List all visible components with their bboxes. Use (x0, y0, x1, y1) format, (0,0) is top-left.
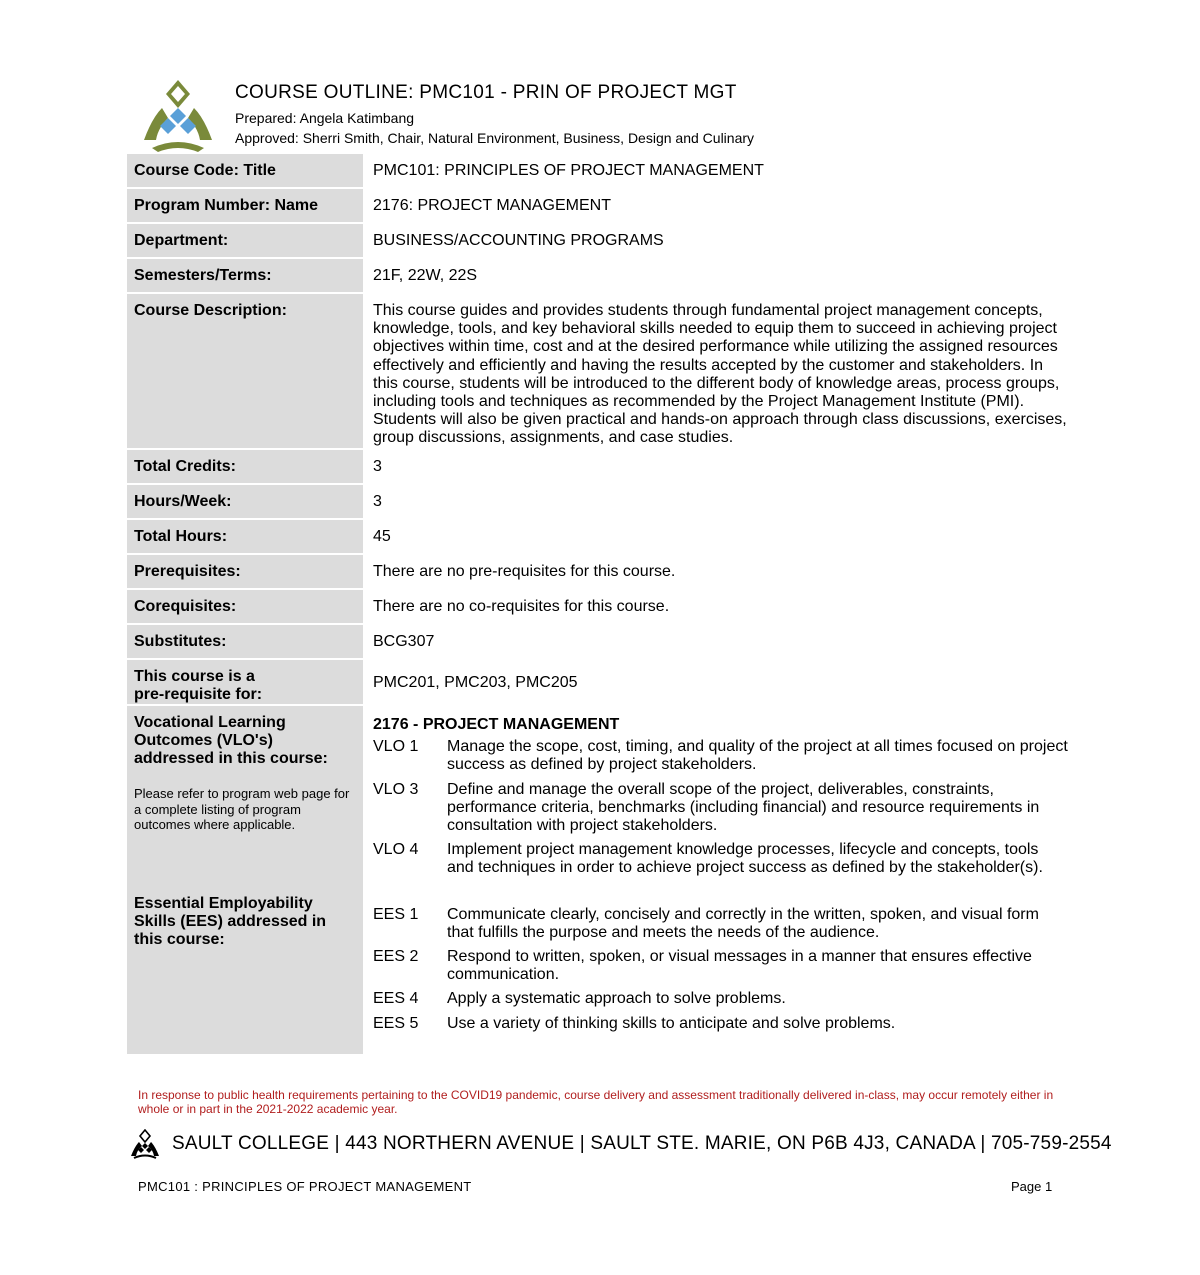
page-number: Page 1 (1011, 1179, 1053, 1194)
row-value: 2176: PROJECT MANAGEMENT (373, 197, 611, 214)
table-row (127, 224, 1075, 259)
row-label (127, 660, 363, 706)
list-item (373, 906, 1069, 942)
outcome-text: Communicate clearly, concisely and correctly in the written, spoken, and visual form that fulfills the purpose and meets the needs of the audience. (447, 905, 1039, 941)
row-label: Semesters/Terms: (127, 259, 363, 294)
outcome-text: Manage the scope, cost, timing, and quality of the project at all times focused on project success as defined by project stakeholders. (447, 738, 1068, 774)
row-label: Program Number: Name (127, 189, 363, 224)
row-label: Prerequisites: (127, 555, 363, 590)
outcomes-row (127, 706, 1075, 1056)
row-label: Corequisites: (127, 590, 363, 625)
list-item (373, 948, 1069, 984)
spacer (373, 884, 1069, 906)
row-value: There are no pre-requisites for this course. (373, 563, 676, 580)
row-value: BCG307 (373, 633, 435, 650)
ees-label: Essential Employability Skills (EES) addressed in this course: (134, 894, 327, 948)
table-row (127, 625, 1075, 660)
course-footer: PMC101 : PRINCIPLES OF PROJECT MANAGEMENT (138, 1179, 472, 1194)
outcome-code: EES 2 (373, 948, 419, 966)
program-title: 2176 - PROJECT MANAGEMENT (373, 716, 620, 733)
sault-college-small-logo-icon (128, 1129, 162, 1159)
row-label-line: This course is a (134, 668, 255, 685)
row-value: There are no co-requisites for this course. (373, 598, 670, 615)
vlo-label: Vocational Learning Outcomes (VLO's) addressed in this course: (134, 714, 328, 767)
row-value: 3 (373, 458, 382, 475)
outcome-code: VLO 3 (373, 780, 419, 798)
row-label: Course Description: (127, 294, 363, 450)
outcome-code: EES 1 (373, 905, 419, 923)
list-item (373, 781, 1069, 836)
course-description: This course guides and provides students through fundamental project management concepts, knowledge, tools, and key behavioral skills needed to equip them to succeed in achieving project objectives within time, cost and at the desired performance while utilizing the assigned resources effectively and efficiently and having the results accepted by the customer and stakeholders. In this course, students will be introduced to the different body of knowledge areas, process groups, including tools and techniques as recommended by the Project Management Institute (PMI). Students will also be given practical and hands-on approach through class discussions, exercises, group discussions, assignments, and case studies. (373, 302, 1067, 447)
college-address: SAULT COLLEGE | 443 NORTHERN AVENUE | SAULT STE. MARIE, ON P6B 4J3, CANADA | 705-759-2554 (172, 1133, 1112, 1154)
outcome-text: Implement project management knowledge processes, lifecycle and concepts, tools and techniques in order to achieve project success as defined by the stakeholder(s). (447, 841, 1043, 877)
document-header (138, 78, 1098, 154)
row-label: Total Hours: (127, 520, 363, 555)
row-label: Substitutes: (127, 625, 363, 660)
row-label: Total Credits: (127, 450, 363, 485)
row-value: 45 (373, 528, 391, 545)
page-title: COURSE OUTLINE: PMC101 - PRIN OF PROJECT MGT (235, 82, 737, 103)
row-label: Course Code: Title (127, 154, 363, 189)
row-label: Hours/Week: (127, 485, 363, 520)
outcomes-label-cell (127, 706, 363, 1056)
table-row (127, 294, 1075, 450)
outcome-text: Respond to written, spoken, or visual messages in a manner that ensures effective communication. (447, 948, 1032, 984)
list-item (373, 841, 1069, 877)
covid-notice: In response to public health requirements pertaining to the COVID19 pandemic, course delivery and assessment traditionally delivered in-class, may occur remotely either in whole or in part in the 2021-2022 academic year. (138, 1088, 1054, 1116)
outcome-code: EES 4 (373, 990, 419, 1008)
course-info-table (127, 154, 1075, 1056)
outcome-text: Define and manage the overall scope of the project, deliverables, constraints, performance criteria, benchmarks (including financial) and resource requirements in consultation with project stakeholders. (447, 780, 1040, 835)
row-value: PMC201, PMC203, PMC205 (373, 674, 578, 691)
row-label: Department: (127, 224, 363, 259)
outcomes-value-cell (363, 706, 1075, 1056)
table-row (127, 590, 1075, 625)
sault-college-logo-icon (138, 78, 218, 152)
list-item (373, 990, 1069, 1008)
list-item (373, 1015, 1069, 1033)
table-row (127, 660, 1075, 706)
table-row (127, 259, 1075, 294)
approved-by: Approved: Sherri Smith, Chair, Natural Environment, Business, Design and Culinary (235, 130, 755, 146)
outcome-code: VLO 4 (373, 841, 419, 859)
table-row (127, 189, 1075, 224)
list-item (373, 738, 1069, 774)
row-label-line: pre-requisite for: (134, 686, 263, 703)
prepared-by: Prepared: Angela Katimbang (235, 110, 415, 126)
table-row (127, 154, 1075, 189)
outcome-text: Apply a systematic approach to solve problems. (447, 990, 786, 1008)
college-footer (128, 1126, 1112, 1160)
outcome-code: VLO 1 (373, 738, 419, 756)
table-row (127, 520, 1075, 555)
row-value: BUSINESS/ACCOUNTING PROGRAMS (373, 232, 664, 249)
table-row (127, 555, 1075, 590)
row-value: PMC101: PRINCIPLES OF PROJECT MANAGEMENT (373, 162, 764, 179)
table-row (127, 485, 1075, 520)
program-note: Please refer to program web page for a complete listing of program outcomes where applicable. (134, 786, 350, 832)
row-value: 3 (373, 493, 382, 510)
row-value: 21F, 22W, 22S (373, 267, 478, 284)
outcome-text: Use a variety of thinking skills to anticipate and solve problems. (447, 1014, 896, 1032)
table-row (127, 450, 1075, 485)
outcome-code: EES 5 (373, 1014, 419, 1032)
